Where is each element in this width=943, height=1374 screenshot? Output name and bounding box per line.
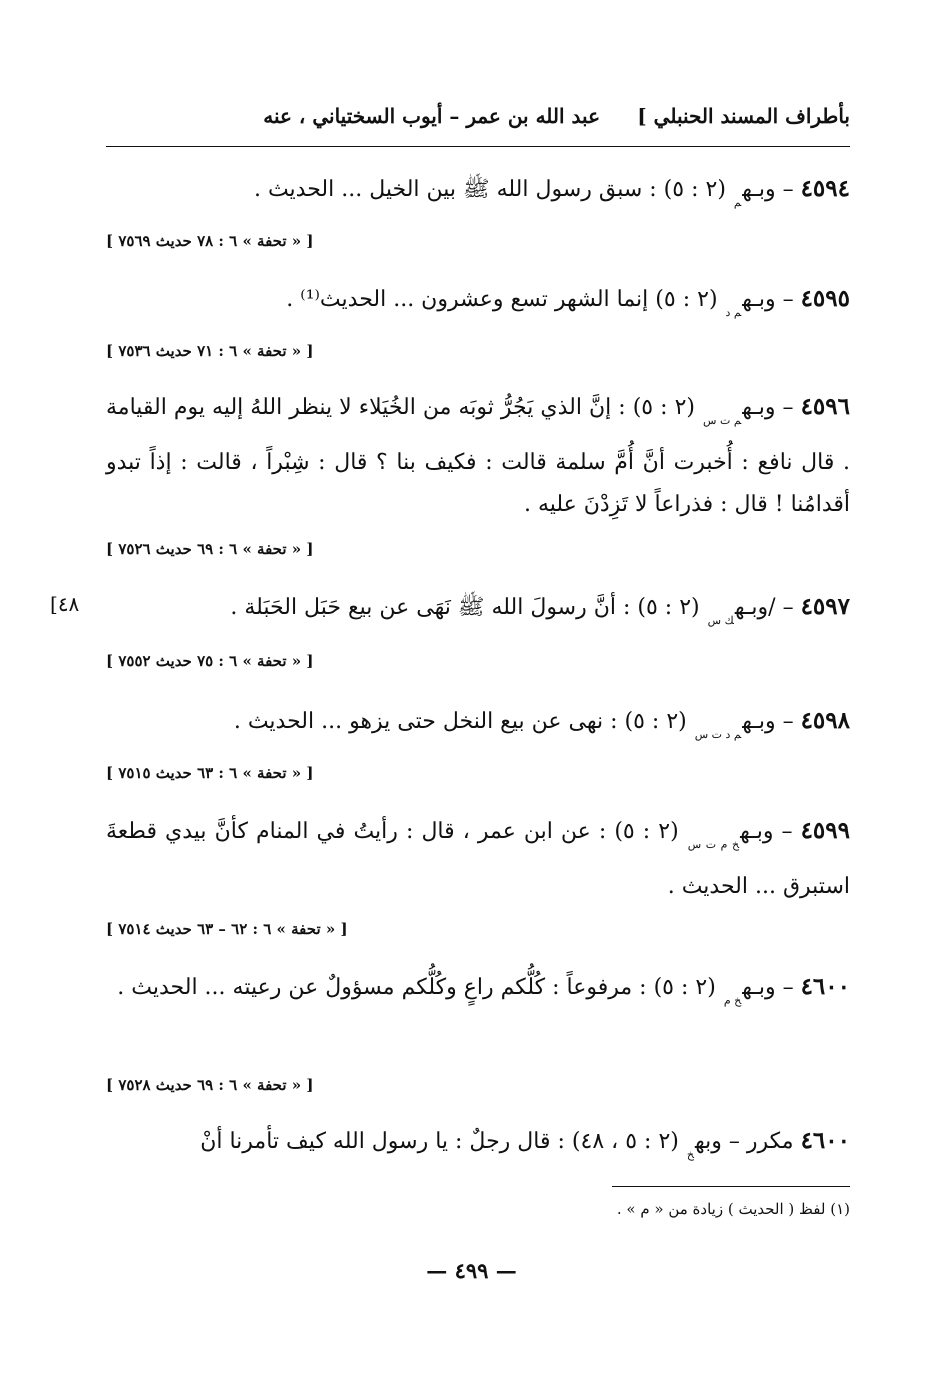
tuhfa-reference: [ « تحفة » ٦ : ٦٩ حديث ٧٥٢٨ ] <box>106 1076 314 1094</box>
hadith-text: (٢ : ٥) : سبق رسول الله ﷺ بين الخيل ... الحديث . <box>253 177 726 202</box>
hadith-text: (٢ : ٥) : نهى عن بيع النخل حتى يزهو ... الحديث . <box>233 709 687 734</box>
hadith-sigla: خ م <box>723 994 742 1007</box>
hadith-entry <box>106 1120 850 1176</box>
hadith-prefix: – وبـه <box>742 177 801 202</box>
hadith-entry <box>106 386 850 526</box>
footnote-rule <box>612 1186 850 1187</box>
running-header <box>106 104 850 138</box>
hadith-number: ٤٥٩٤ <box>800 175 850 202</box>
tuhfa-reference: [ « تحفة » ٦ : ٦٢ – ٦٣ حديث ٧٥١٤ ] <box>106 920 348 938</box>
hadith-entry <box>106 966 850 1022</box>
page-number: — ٤٩٩ — <box>426 1258 517 1283</box>
hadith-text: (٢ : ٥) : إنَّ الذي يَجُرُّ ثوبَه من الخُيَلاء لا ينظر اللهُ إليه يوم القيامة . قال نافع : أُخبرت أنَّ أُمَّ سلمة قالت : فكيف بنا ؟ قال : شِبْراً ، قالت : إذاً تبدو أقدامُنا ! قال : فذراعاً لا تَزِدْنَ عليه . <box>106 395 850 517</box>
hadith-prefix: – وبـه <box>742 287 801 312</box>
hadith-prefix: – وبـه <box>742 395 801 420</box>
hadith-entry <box>106 278 850 334</box>
hadith-sigla: خ م ت س <box>687 838 740 851</box>
margin-volume-marker: ٤٨] <box>50 592 80 616</box>
hadith-number: ٤٥٩٨ <box>800 707 850 734</box>
hadith-number: ٤٥٩٥ <box>800 285 850 312</box>
hadith-entry <box>106 168 850 224</box>
hadith-prefix: – /وبـه <box>734 595 801 620</box>
header-book-title: بأطراف المسند الحنبلي ] <box>637 104 850 128</box>
hadith-sigla: م د <box>725 306 742 319</box>
hadith-entry <box>106 810 850 908</box>
tuhfa-reference: [ « تحفة » ٦ : ٦٩ حديث ٧٥٢٦ ] <box>106 540 314 558</box>
header-rule <box>106 146 850 147</box>
hadith-prefix: – وبـه <box>740 819 801 844</box>
hadith-prefix: – وبـه <box>742 709 801 734</box>
hadith-prefix: – وبـه <box>742 975 801 1000</box>
hadith-entry <box>106 586 850 642</box>
hadith-number: ٤٥٩٦ <box>800 393 850 420</box>
hadith-prefix: مكرر – وبه <box>695 1129 801 1154</box>
footnote: (١) لفظ ( الحديث ) زيادة من « م » . <box>616 1200 850 1218</box>
tuhfa-reference: [ « تحفة » ٦ : ٧١ حديث ٧٥٣٦ ] <box>106 342 314 360</box>
tuhfa-reference: [ « تحفة » ٦ : ٧٨ حديث ٧٥٦٩ ] <box>106 232 314 250</box>
tuhfa-reference: [ « تحفة » ٦ : ٧٥ حديث ٧٥٥٢ ] <box>106 652 314 670</box>
hadith-entry <box>106 700 850 756</box>
hadith-text: (٢ : ٥) إنما الشهر تسع وعشرون ... الحديث⁽¹⁾ . <box>286 287 718 312</box>
hadith-number: ٤٦٠٠ <box>800 1127 850 1154</box>
tuhfa-reference: [ « تحفة » ٦ : ٦٣ حديث ٧٥١٥ ] <box>106 764 314 782</box>
header-section-title: عبد الله بن عمر – أيوب السختياني ، عنه <box>263 104 600 128</box>
hadith-number: ٤٦٠٠ <box>800 973 850 1000</box>
hadith-text: (٢ : ٥) : عن ابن عمر ، قال : رأيتُ في المنام كأنَّ بيدي قطعةَ استبرق ... الحديث . <box>106 819 850 899</box>
hadith-number: ٤٥٩٩ <box>800 817 850 844</box>
hadith-text: (٢ : ٥) : أنَّ رسولَ الله ﷺ نَهَى عن بيع حَبَل الحَبَلة . <box>230 595 700 620</box>
hadith-text: (٢ : ٥ ، ٤٨) : قال رجلٌ : يا رسول الله كيف تأمرنا أنْ <box>200 1129 679 1154</box>
hadith-sigla: م ت س <box>703 414 742 427</box>
hadith-number: ٤٥٩٧ <box>800 593 850 620</box>
hadith-sigla: م <box>733 196 742 209</box>
hadith-sigla: ك س <box>707 614 734 627</box>
hadith-sigla: خ <box>686 1148 694 1161</box>
hadith-text: (٢ : ٥) : مرفوعاً : كُلُّكم راعٍ وكُلُّكم مسؤولٌ عن رعيته ... الحديث . <box>117 975 716 1000</box>
hadith-sigla: م د ت س <box>694 728 742 741</box>
